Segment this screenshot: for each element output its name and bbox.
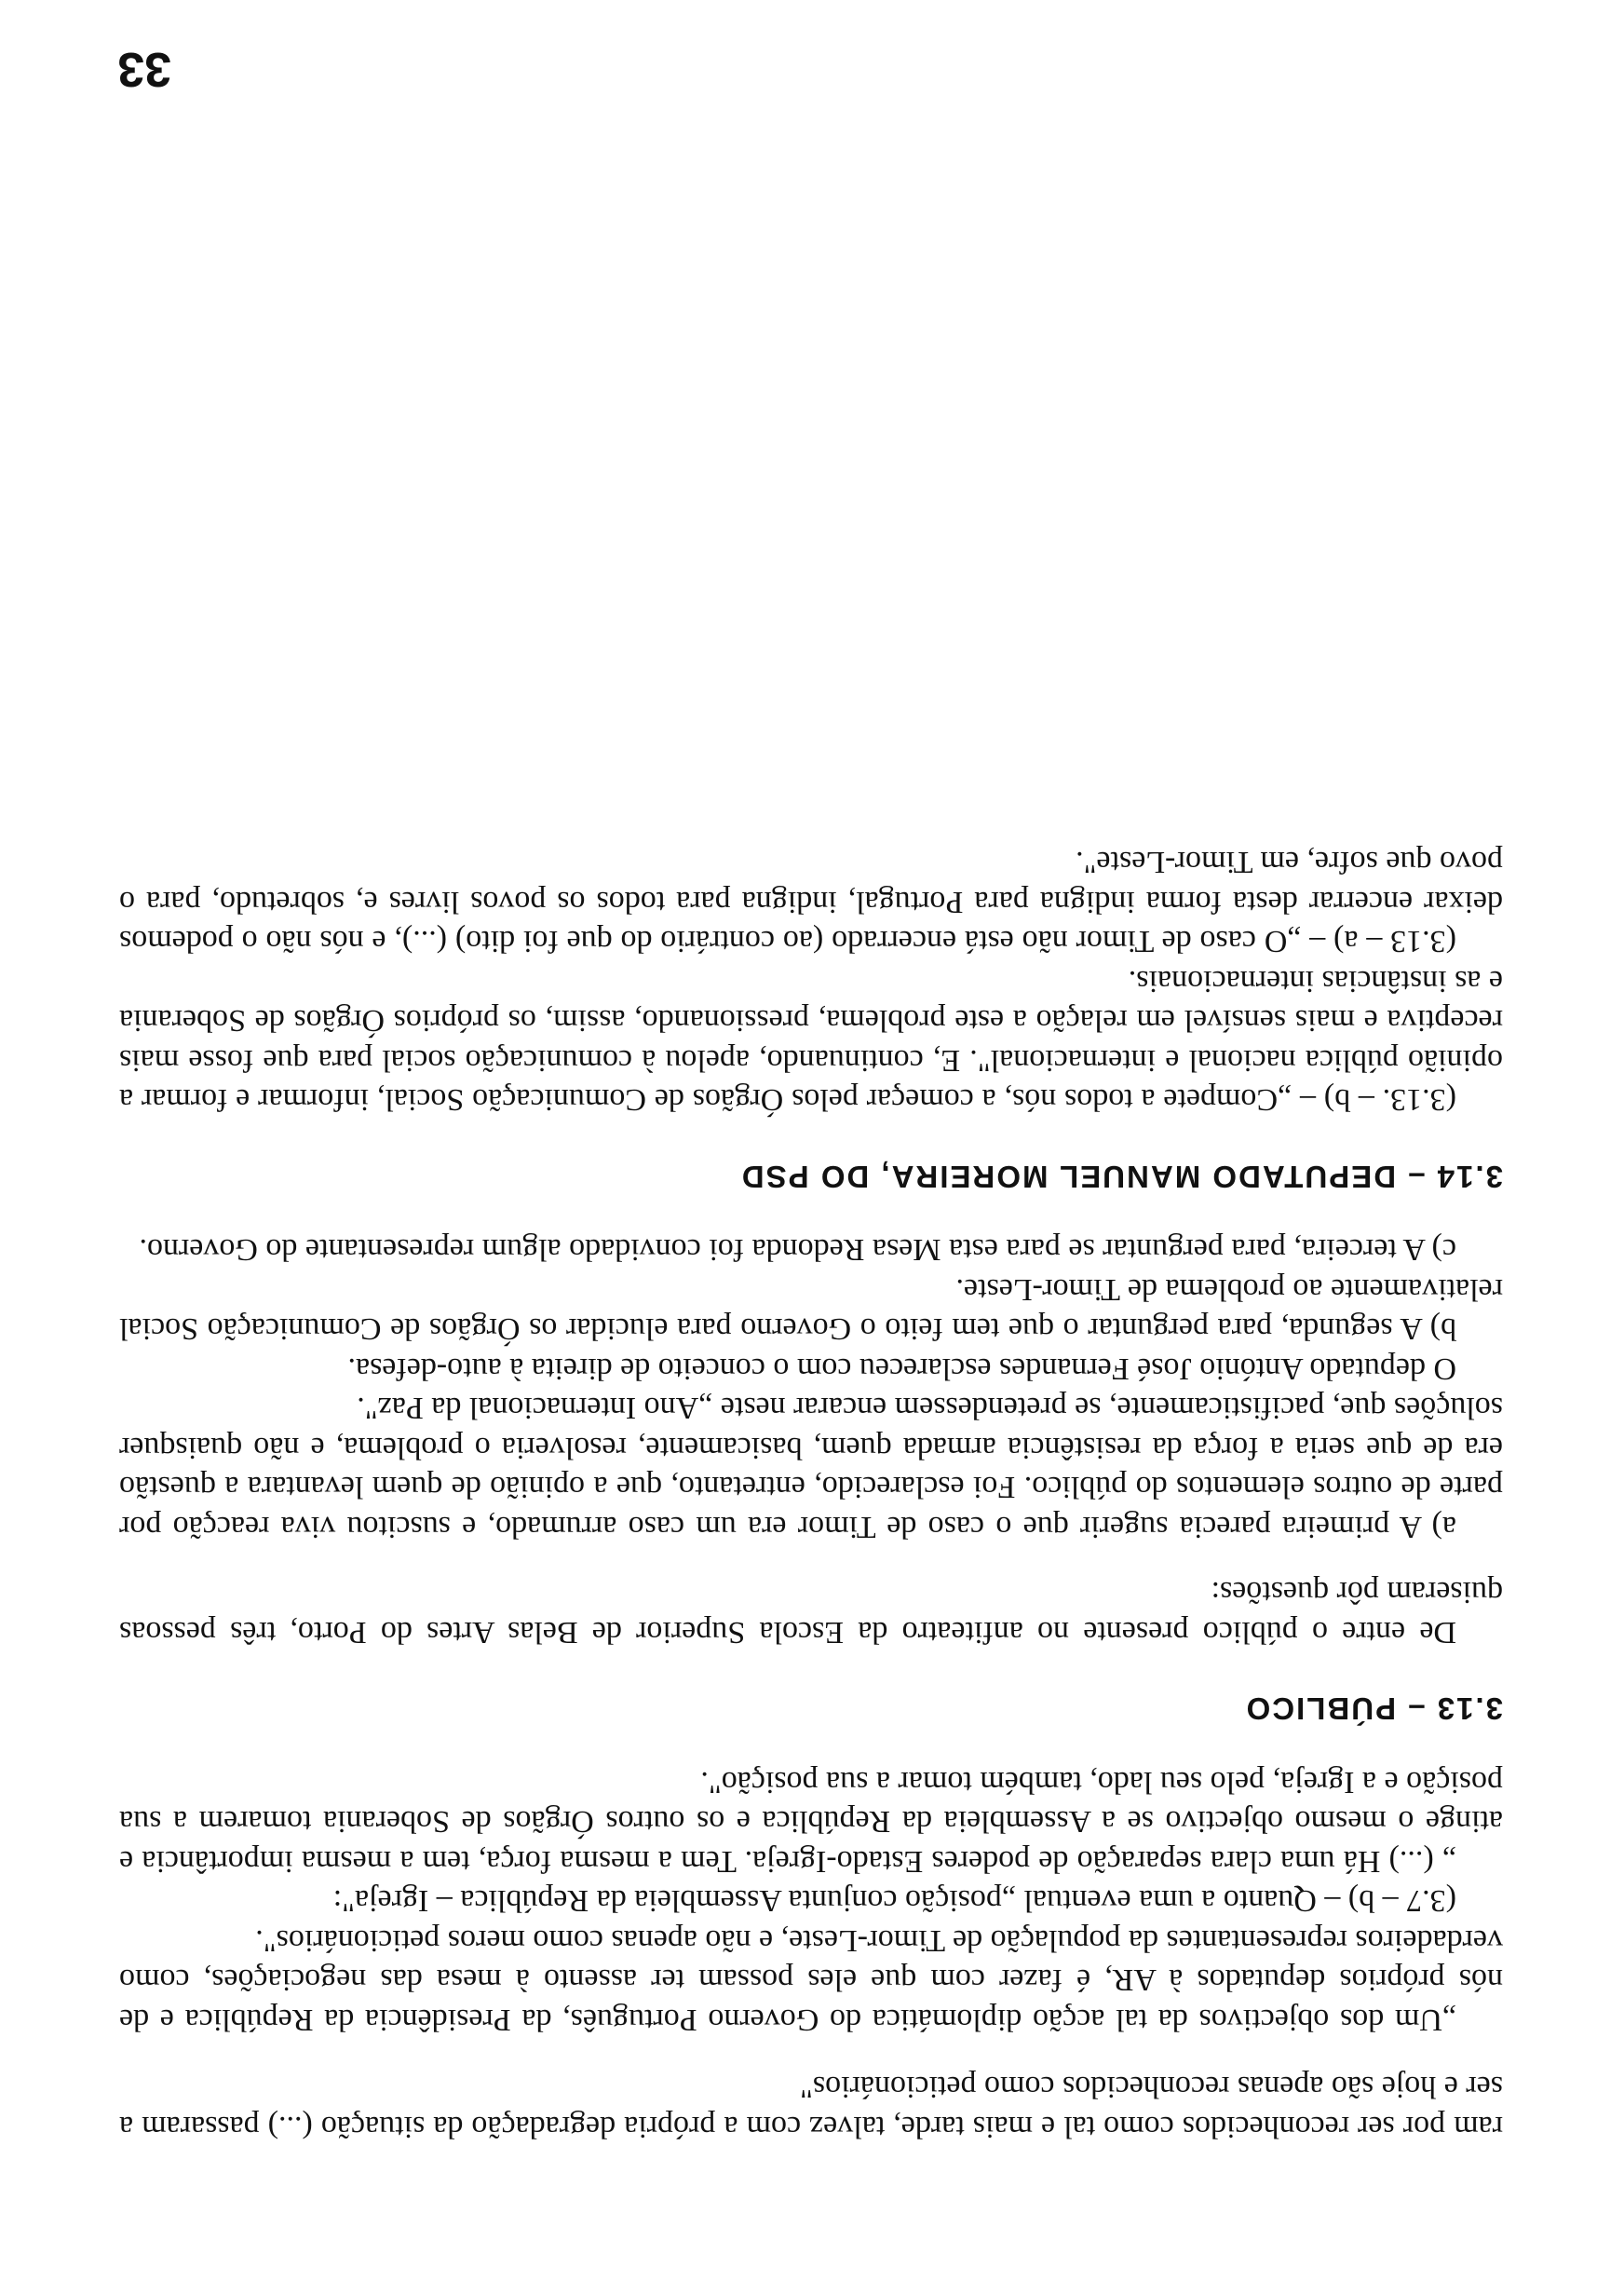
page-body [119,842,1503,2146]
paragraph-3-13-a: (3.13 – a) – „O caso de Timor não está encerrado (ao contrário do que foi dito) (...), e nós não o podemos deixar encerrar desta forma indigna para Portugal, indigna para todos os povos livres e, sobretudo, para o povo que sofre, em Timor-Leste". [119,845,1503,959]
section-heading-3-13: 3.13 – PÚBLICO [1244,1691,1503,1727]
paragraph-question-c: c) A terceira, para perguntar se para esta Mesa Redonda foi convidado algum representante do Governo. [139,1232,1456,1268]
page-number: 33 [117,42,171,96]
paragraph-self-defense: O deputado António José Fernandes esclareceu com o conceito de direita à auto-defesa. [347,1351,1456,1386]
paragraph-public-intro: De entre o público presente no anfiteatro da Escola Superior de Belas Artes do Porto, três pessoas quiseram pôr questões: [119,1575,1503,1650]
paragraph-3-7-b: (3.7 – b) – Quanto a uma eventual „posição conjunta Assembleia da República – Igreja": [332,1883,1456,1919]
paragraph-question-b: b) A segunda, para perguntar o que tem feito o Governo para elucidar os Órgãos de Comunicação Social relativamente ao problema de Timor-Leste. [119,1272,1503,1347]
paragraph-continuation: ram por ser reconhecidos como tal e mais tarde, talvez com a própria degradação da situação (...) passaram a ser e hoje são apenas reconhecidos como peticionários" [119,2070,1503,2144]
quote-paragraph: „Um dos objectivos da tal acção diplomática do Governo Português, da Presidência da República e de nós próprios deputados à AR, é fazer com que eles possam ter assento à mesa das negociações, como verdadeiros representantes da população de Timor-Leste, e não apenas como meros peticionários". [119,1923,1503,2037]
section-heading-3-14: 3.14 – DEPUTADO MANUEL MOREIRA, DO PSD [739,1160,1503,1194]
paragraph-question-a: a) A primeira parecia sugerir que o caso de Timor era um caso arrumado, e suscitou viva reacção por parte de outros elementos do público. Foi esclarecido, entretanto, que a opinião de quem levantara a questão era de que seria a força da resistência armada quem, basicamente, resolveria o problema, e não quaisquer soluções que, pacifisticamente, se pretendessem encarar neste „Ano Internacional da Paz". [119,1391,1503,1544]
paragraph-3-13-b: (3.13. – b) – „Compete a todos nós, a começar pelos Órgãos de Comunicação Social, informar e formar a opinião pública nacional e internacional". E, continuando, apelou à comunicação social para que fosse mais receptiva e mais sensível em relação a este problema, pressionando, assim, os próprios Órgãos de Soberania e as instâncias internacionais. [119,964,1503,1118]
quote-paragraph-church: „ (...) Há uma clara separação de poderes Estado-Igreja. Tem a mesma força, tem a mesma importância e atinge o mesmo objectivo se a Assembleia da República e os outros Órgãos de Soberania tomarem a sua posição e a Igreja, pelo seu lado, também tomar a sua posição". [119,1765,1503,1879]
